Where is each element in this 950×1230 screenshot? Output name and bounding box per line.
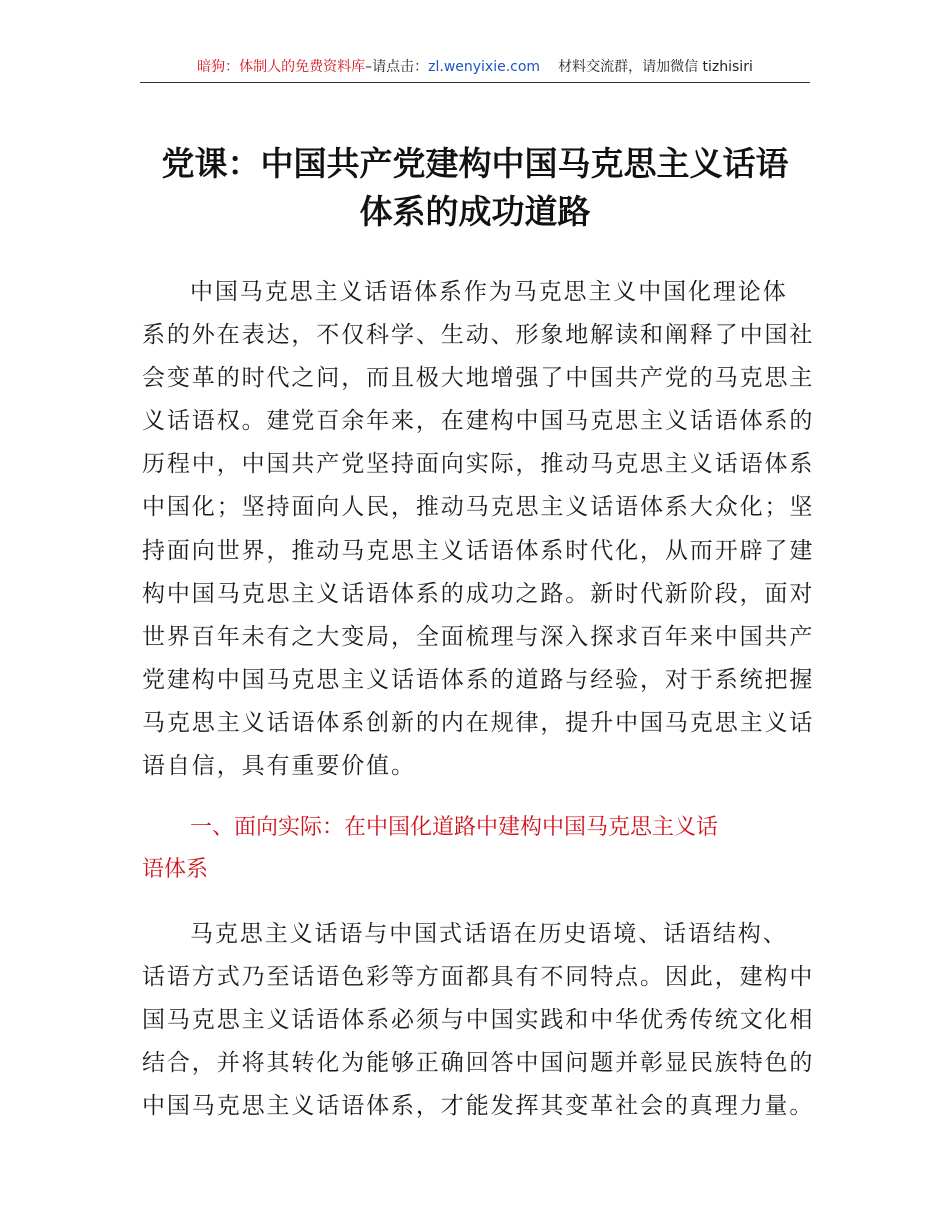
page-title	[120, 140, 830, 236]
paragraph-line: 世界百年未有之大变局，全面梳理与深入探求百年来中国共产	[142, 623, 815, 650]
header-link-prompt: –请点击：	[365, 59, 429, 75]
paragraph-line: 语自信，具有重要价值。	[142, 753, 416, 780]
paragraph-line: 义话语权。建党百余年来，在建构中国马克思主义话语体系的	[142, 408, 815, 435]
header-contact: 材料交流群，请加微信 tizhisiri	[558, 59, 753, 75]
paragraph-line: 中国化；坚持面向人民，推动马克思主义话语体系大众化；坚	[142, 494, 815, 521]
section-paragraph	[142, 913, 815, 1128]
paragraph-line: 构中国马克思主义话语体系的成功之路。新时代新阶段，面对	[142, 580, 815, 607]
paragraph-line: 国马克思主义话语体系必须与中国实践和中华优秀传统文化相	[142, 1007, 815, 1034]
header-site-name: 暗狗：体制人的免费资料库	[197, 59, 366, 75]
paragraph-line: 马克思主义话语与中国式话语在历史语境、话语结构、	[190, 921, 788, 947]
heading-line: 一、面向实际：在中国化道路中建构中国马克思主义话	[190, 815, 719, 840]
paragraph-line: 中国马克思主义话语体系作为马克思主义中国化理论体	[190, 279, 788, 305]
paragraph-line: 持面向世界，推动马克思主义话语体系时代化，从而开辟了建	[142, 537, 815, 564]
paragraph-line: 话语方式乃至话语色彩等方面都具有不同特点。因此，建构中	[142, 964, 815, 991]
paragraph-line: 党建构中国马克思主义话语体系的道路与经验，对于系统把握	[142, 666, 815, 693]
heading-line: 语体系	[142, 857, 209, 882]
paragraph-line: 系的外在表达，不仅科学、生动、形象地解读和阐释了中国社	[142, 322, 815, 349]
title-line: 党课：中国共产党建构中国马克思主义话语	[161, 144, 789, 183]
paragraph-line: 结合，并将其转化为能够正确回答中国问题并彰显民族特色的	[142, 1050, 815, 1077]
title-line: 体系的成功道路	[359, 192, 591, 231]
paragraph-line: 历程中，中国共产党坚持面向实际，推动马克思主义话语体系	[142, 451, 815, 478]
header-url-link[interactable]: zl.wenyixie.com	[428, 59, 541, 75]
paragraph-line: 中国马克思主义话语体系，才能发挥其变革社会的真理力量。	[142, 1093, 815, 1120]
page-header	[140, 56, 810, 83]
section-heading	[142, 807, 810, 891]
paragraph-line: 马克思主义话语体系创新的内在规律，提升中国马克思主义话	[142, 709, 815, 736]
intro-paragraph	[142, 271, 815, 788]
paragraph-line: 会变革的时代之问，而且极大地增强了中国共产党的马克思主	[142, 365, 815, 392]
